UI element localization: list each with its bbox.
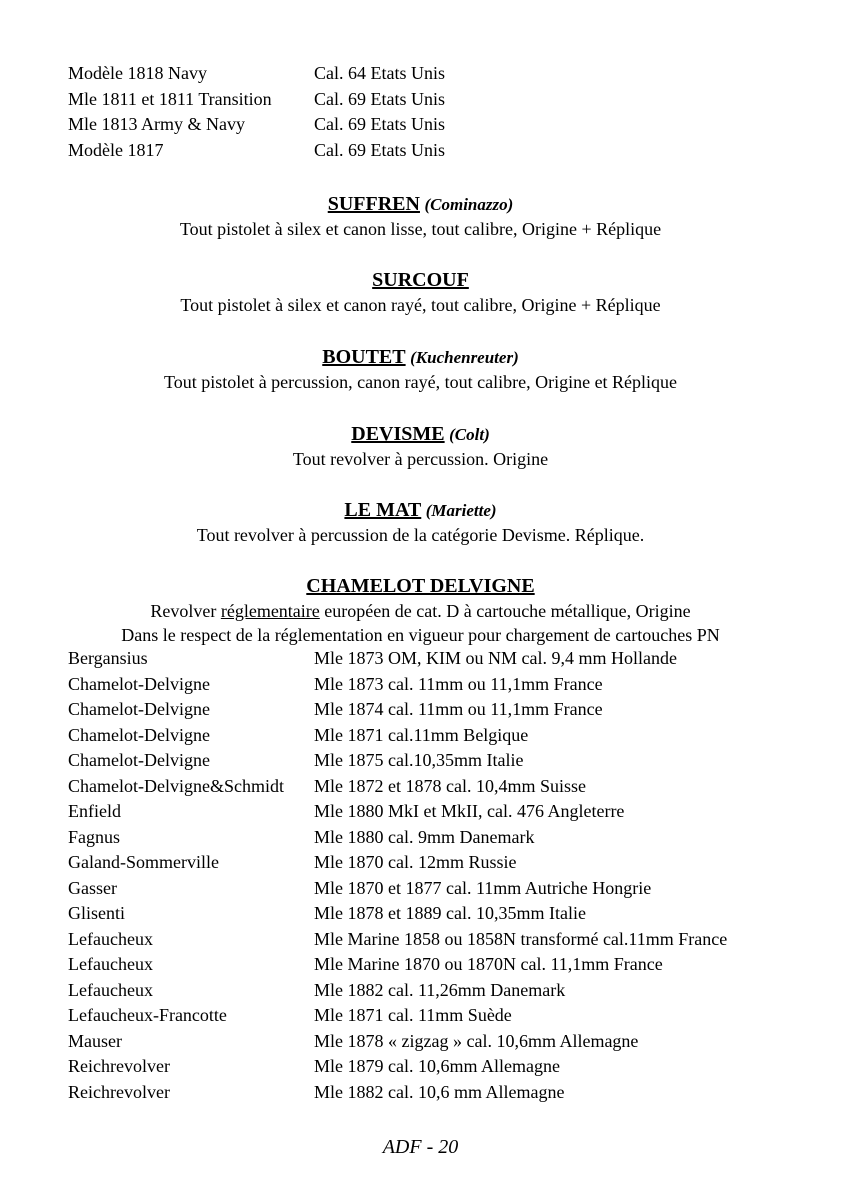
maker-name: Bergansius xyxy=(68,648,148,668)
maker-name: Chamelot-Delvigne xyxy=(68,673,210,694)
table-row xyxy=(68,850,808,876)
model-spec: Mle 1880 MkI et MkII, cal. 476 Angleterre xyxy=(314,801,625,821)
model-spec: Mle 1871 cal.11mm Belgique xyxy=(314,724,529,745)
maker-name: Reichrevolver xyxy=(68,1056,170,1076)
table-row xyxy=(68,138,808,164)
maker-name: Mauser xyxy=(68,1030,122,1051)
section-name: SURCOUF xyxy=(372,269,469,291)
maker-name: Enfield xyxy=(68,801,121,821)
table-row xyxy=(68,1029,808,1055)
maker-name: Gasser xyxy=(68,877,117,898)
section-title xyxy=(0,267,841,293)
model-spec: Mle 1880 cal. 9mm Danemark xyxy=(314,826,535,847)
section-subtitle: (Kuchenreuter) xyxy=(410,348,519,367)
maker-name: Lefaucheux xyxy=(68,928,153,949)
model-spec: Mle 1882 cal. 11,26mm Danemark xyxy=(314,979,566,1000)
section-chamelot-delvigne xyxy=(0,573,841,647)
table-row xyxy=(68,927,808,953)
model-name: Mle 1813 Army & Navy xyxy=(68,114,245,134)
table-row xyxy=(68,723,808,749)
section-boutet xyxy=(0,344,841,394)
maker-name: Lefaucheux xyxy=(68,979,153,1000)
table-row xyxy=(68,87,808,113)
maker-name: Chamelot-Delvigne xyxy=(68,750,210,770)
section-description: Tout pistolet à percussion, canon rayé, tout calibre, Origine et Réplique xyxy=(163,372,678,392)
table-row xyxy=(68,1054,808,1080)
model-spec: Mle 1879 cal. 10,6mm Allemagne xyxy=(314,1056,560,1076)
section-description-note: Dans le respect de la réglementation en vigueur pour chargement de cartouches PN xyxy=(121,625,720,645)
maker-name: Reichrevolver xyxy=(68,1081,170,1102)
model-spec: Mle 1870 cal. 12mm Russie xyxy=(314,852,517,872)
section-name: BOUTET xyxy=(322,346,406,368)
page-footer: ADF - 20 xyxy=(382,1136,459,1158)
maker-name: Chamelot-Delvigne xyxy=(68,724,210,745)
table-row xyxy=(68,825,808,851)
model-spec: Mle 1872 et 1878 cal. 10,4mm Suisse xyxy=(314,775,586,796)
section-title xyxy=(0,497,841,523)
section-subtitle: (Mariette) xyxy=(425,501,497,520)
model-spec: Mle 1878 « zigzag » cal. 10,6mm Allemagne xyxy=(314,1030,639,1051)
top-model-table xyxy=(68,61,808,163)
model-spec: Cal. 64 Etats Unis xyxy=(314,63,445,83)
section-description: Tout pistolet à silex et canon rayé, tout calibre, Origine + Réplique xyxy=(180,295,661,315)
table-row xyxy=(68,876,808,902)
table-row xyxy=(68,1003,808,1029)
maker-name: Fagnus xyxy=(68,826,121,847)
table-row xyxy=(68,646,808,672)
desc-underlined-word: réglementaire xyxy=(220,601,320,621)
model-name: Modèle 1818 Navy xyxy=(68,63,207,83)
section-title xyxy=(0,573,841,599)
desc-text: européen de cat. D à cartouche métallique, Origine xyxy=(319,601,691,621)
section-surcouf xyxy=(0,267,841,317)
section-title xyxy=(0,421,841,447)
table-row xyxy=(68,1080,808,1106)
section-subtitle: (Colt) xyxy=(449,425,490,444)
table-row xyxy=(68,672,808,698)
table-row xyxy=(68,61,808,87)
model-spec: Cal. 69 Etats Unis xyxy=(314,114,445,134)
model-spec: Mle Marine 1858 ou 1858N transformé cal.11mm France xyxy=(314,928,728,949)
model-spec: Mle 1882 cal. 10,6 mm Allemagne xyxy=(314,1081,565,1102)
table-row xyxy=(68,799,808,825)
table-row xyxy=(68,748,808,774)
table-row xyxy=(68,774,808,800)
section-le-mat xyxy=(0,497,841,547)
section-devisme xyxy=(0,421,841,471)
table-row xyxy=(68,978,808,1004)
section-description: Tout pistolet à silex et canon lisse, tout calibre, Origine + Réplique xyxy=(179,219,662,239)
maker-name: Lefaucheux-Francotte xyxy=(68,1005,227,1025)
table-row xyxy=(68,697,808,723)
section-title xyxy=(0,191,841,217)
maker-name: Lefaucheux xyxy=(68,954,153,974)
model-name: Mle 1811 et 1811 Transition xyxy=(68,88,272,109)
model-spec: Cal. 69 Etats Unis xyxy=(314,139,445,160)
section-description: Tout revolver à percussion de la catégorie Devisme. Réplique. xyxy=(196,525,645,545)
section-suffren xyxy=(0,191,841,241)
model-spec: Mle 1871 cal. 11mm Suède xyxy=(314,1005,512,1025)
model-spec: Mle 1873 OM, KIM ou NM cal. 9,4 mm Hollande xyxy=(314,648,677,668)
model-spec: Mle 1875 cal.10,35mm Italie xyxy=(314,750,524,770)
model-spec: Mle Marine 1870 ou 1870N cal. 11,1mm France xyxy=(314,954,663,974)
maker-name: Chamelot-Delvigne xyxy=(68,699,210,719)
model-name: Modèle 1817 xyxy=(68,139,164,160)
table-row xyxy=(68,952,808,978)
revolver-table xyxy=(68,646,808,1105)
table-row xyxy=(68,901,808,927)
model-spec: Mle 1874 cal. 11mm ou 11,1mm France xyxy=(314,699,603,719)
section-description xyxy=(0,599,841,623)
model-spec: Mle 1870 et 1877 cal. 11mm Autriche Hongrie xyxy=(314,877,652,898)
section-name: LE MAT xyxy=(344,499,422,521)
section-name: CHAMELOT DELVIGNE xyxy=(306,575,535,597)
section-subtitle: (Cominazzo) xyxy=(424,195,514,214)
maker-name: Chamelot-Delvigne&Schmidt xyxy=(68,775,284,796)
model-spec: Cal. 69 Etats Unis xyxy=(314,88,445,109)
model-spec: Mle 1878 et 1889 cal. 10,35mm Italie xyxy=(314,903,586,923)
model-spec: Mle 1873 cal. 11mm ou 11,1mm France xyxy=(314,673,603,694)
section-name: DEVISME xyxy=(351,423,445,445)
section-description: Tout revolver à percussion. Origine xyxy=(292,449,549,469)
section-title xyxy=(0,344,841,370)
desc-text: Revolver xyxy=(150,601,221,621)
maker-name: Glisenti xyxy=(68,903,125,923)
section-name: SUFFREN xyxy=(327,193,420,215)
table-row xyxy=(68,112,808,138)
maker-name: Galand-Sommerville xyxy=(68,852,219,872)
